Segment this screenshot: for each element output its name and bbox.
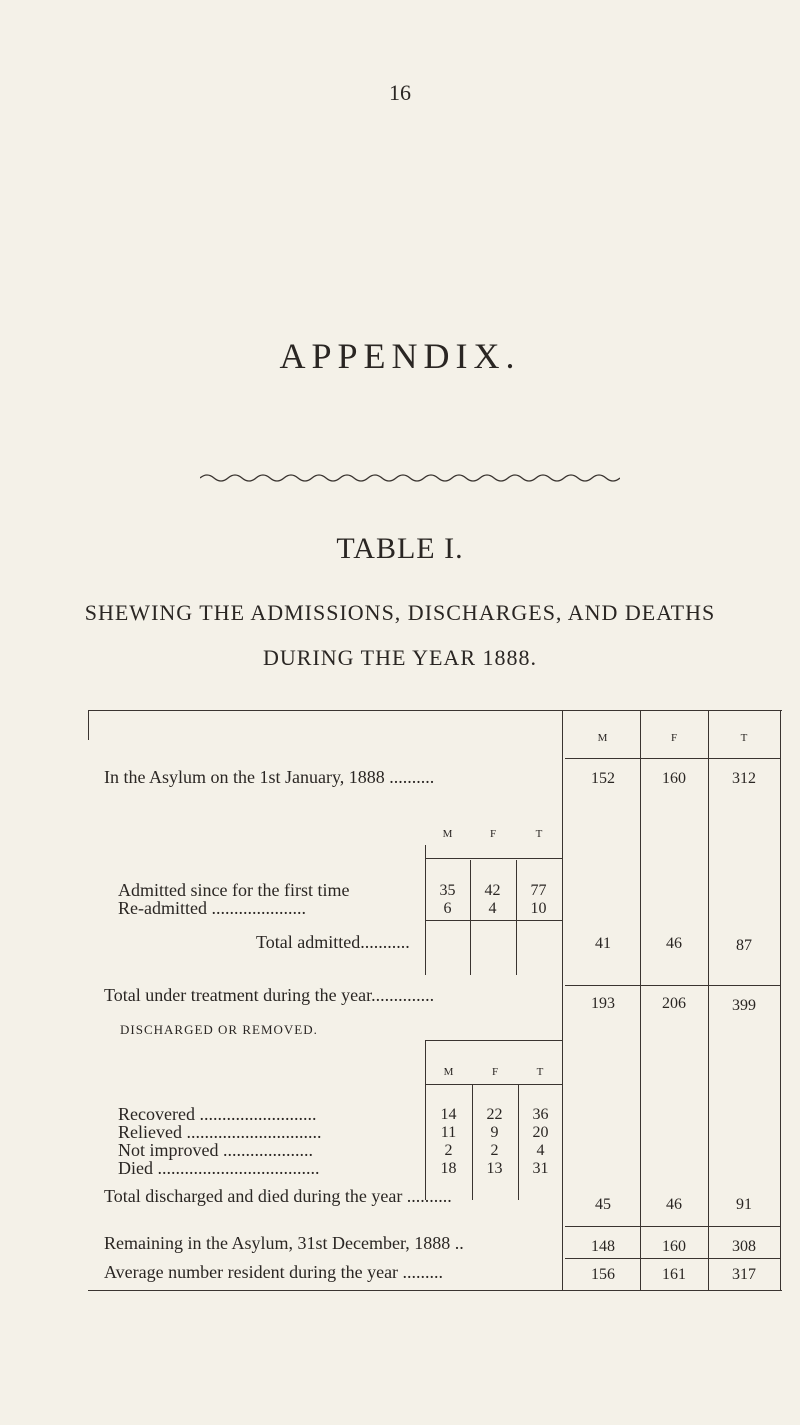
sub2-header-underline [425,1084,562,1085]
cell-total-treatment-f: 206 [662,995,686,1012]
cell-average-f: 161 [662,1266,686,1283]
table-subtitle-line1: SHEWING THE ADMISSIONS, DISCHARGES, AND DEATHS [84,600,716,625]
cell-average-t: 317 [732,1266,756,1283]
sub1-header-m: M [442,828,453,840]
row-label-total-admitted: Total admitted........... [256,932,410,952]
cell-admitted-first-f: 42 [484,882,501,899]
table-bottom-border [88,1290,782,1291]
cell-readmitted-m: 6 [443,900,452,917]
cell-relieved-f: 9 [490,1124,499,1141]
cell-admitted-first-m: 35 [439,882,456,899]
cell-recovered-m: 14 [440,1106,457,1123]
cell-total-discharged-m: 45 [595,1196,611,1213]
header-f: F [670,732,678,744]
row-label-in-asylum: In the Asylum on the 1st January, 1888 .......... [104,767,435,787]
cell-in-asylum-m: 152 [591,770,615,787]
cell-in-asylum-f: 160 [662,770,686,787]
row-label-total-treatment: Total under treatment during the year.............. [104,985,435,1005]
cell-total-treatment-t: 399 [732,997,756,1014]
discharged-heading: DISCHARGED OR REMOVED. [120,1022,318,1037]
row-label-readmitted: Re-admitted ..................... [118,898,306,918]
sub2-top-rule [425,1040,562,1041]
sub2-header-m: M [443,1066,454,1078]
wavy-divider [200,470,620,486]
sub1-header-f: F [489,828,497,840]
cell-not-improved-m: 2 [444,1142,453,1159]
cell-relieved-m: 11 [440,1124,457,1141]
header-underline [565,758,780,759]
row-label-total-discharged: Total discharged and died during the year .......... [104,1186,452,1206]
discharged-bottom-rule [565,1226,780,1227]
row-label-average: Average number resident during the year ......... [104,1262,444,1282]
sub2-header-f: F [491,1066,499,1078]
sub1-header-underline [425,858,562,859]
row-label-remaining: Remaining in the Asylum, 31st December, 1888 .. [104,1233,464,1253]
cell-readmitted-f: 4 [488,900,497,917]
cell-total-treatment-m: 193 [591,995,615,1012]
cell-total-discharged-f: 46 [666,1196,682,1213]
cell-died-m: 18 [440,1160,457,1177]
cell-total-discharged-t: 91 [736,1196,752,1213]
cell-average-m: 156 [591,1266,615,1283]
sub1-bottom-rule [425,920,562,921]
cell-not-improved-f: 2 [490,1142,499,1159]
sub1-header-t: T [535,828,543,840]
cell-remaining-t: 308 [732,1238,756,1255]
table-subtitle-line2: DURING THE YEAR 1888. [263,645,537,670]
cell-admitted-first-t: 77 [530,882,547,899]
table-title: TABLE I. [336,532,464,565]
cell-total-admitted-t: 87 [736,937,752,954]
cell-remaining-f: 160 [662,1238,686,1255]
page-number: 16 [389,80,411,105]
cell-died-t: 31 [532,1160,549,1177]
cell-not-improved-t: 4 [536,1142,545,1159]
row-label-recovered: Recovered .......................... [118,1104,317,1124]
cell-recovered-f: 22 [486,1106,503,1123]
cell-readmitted-t: 10 [530,900,547,917]
table-left-border-tick [88,710,89,740]
row-label-admitted-first: Admitted since for the first time [118,880,350,900]
cell-remaining-m: 148 [591,1238,615,1255]
row-label-died: Died .................................... [118,1158,320,1178]
cell-in-asylum-t: 312 [732,770,756,787]
cell-total-admitted-f: 46 [666,935,682,952]
remaining-bottom-rule [565,1258,780,1259]
cell-total-admitted-m: 41 [595,935,611,952]
sub2-header-t: T [536,1066,544,1078]
cell-died-f: 13 [486,1160,503,1177]
cell-relieved-t: 20 [532,1124,549,1141]
cell-recovered-t: 36 [532,1106,549,1123]
treatment-top-rule [565,985,780,986]
header-m: M [597,732,608,744]
header-t: T [740,732,748,744]
row-label-relieved: Relieved .............................. [118,1122,322,1142]
page-heading: APPENDIX. [279,336,521,376]
row-label-not-improved: Not improved .................... [118,1140,313,1160]
table-top-border [88,710,782,711]
